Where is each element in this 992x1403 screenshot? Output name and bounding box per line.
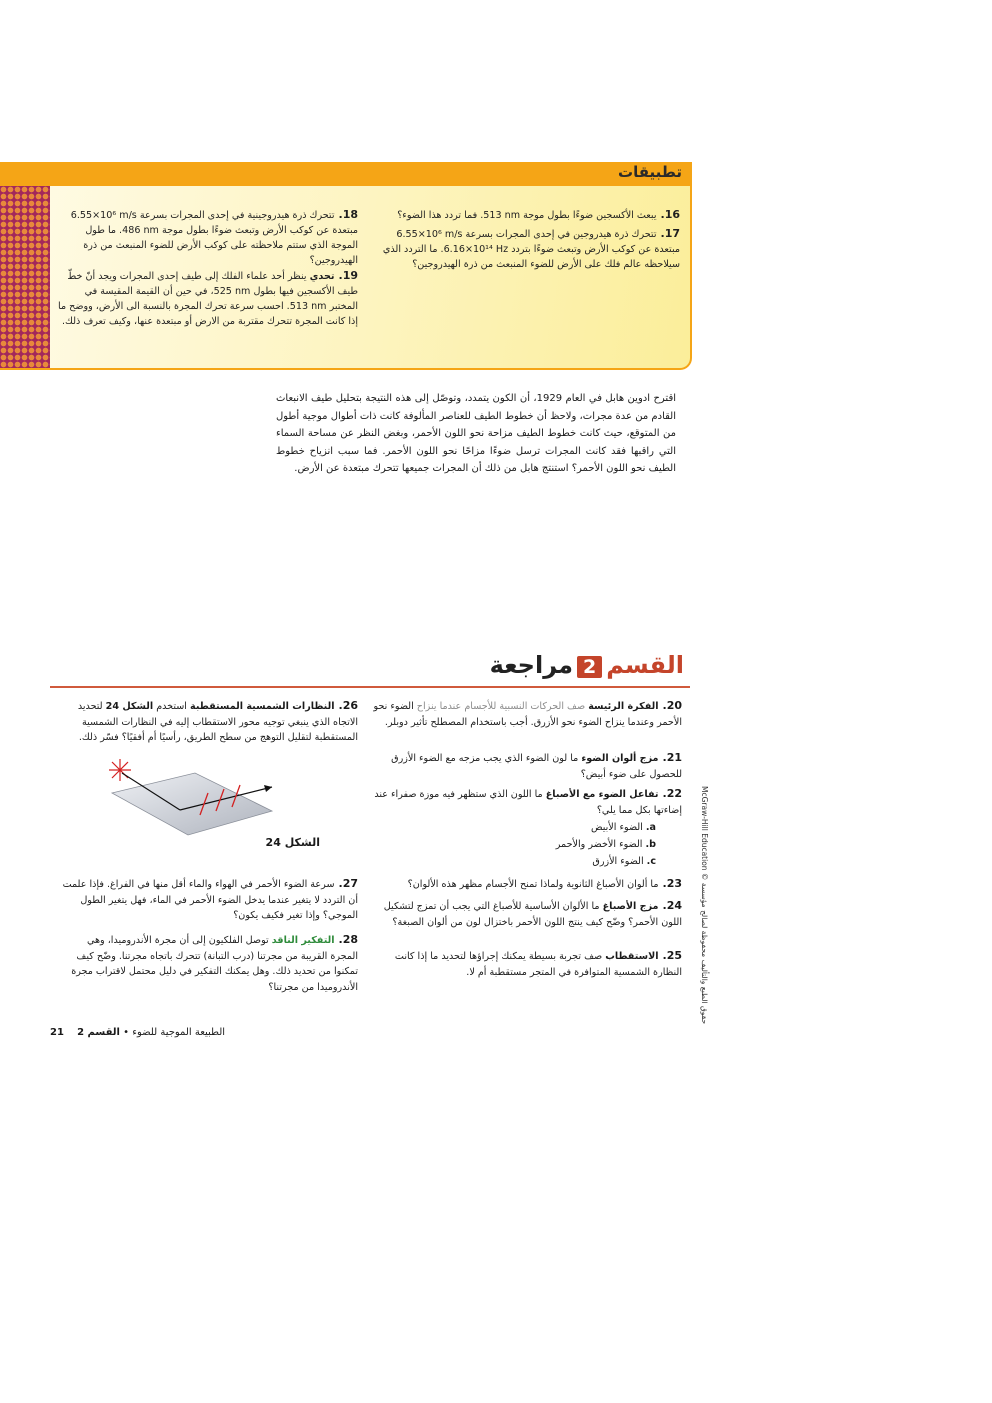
problem-text: ، في حين أن القيمة المقيسة في المختبر — [84, 286, 358, 312]
problem-number: 18. — [338, 208, 358, 221]
problem-text: مبتعدة عن كوكب الأرض وتبعث ضوءًا بتردد — [508, 244, 680, 255]
question-text: سرعة الضوء الأحمر في الهواء والماء أقل منها في الفراغ. فإذا علمت أن التردد لا يتغير عندما يدخل الضوء الأحمر في الماء، فهل يتغير الطول الموجي؟ وإذا تغير فكيف يكون؟ — [62, 879, 358, 921]
question-text: صف تجربة بسيطة يمكنك إجراؤها لتحديد ما إذا كانت النظارة الشمسية المتوافرة في المتجر مستقطبة أم لا. — [394, 951, 682, 978]
option-text: الضوء الأخضر والأحمر — [555, 839, 643, 850]
problem-text: . ما التردد الذي سيلاحظه عالم فلك على الأرض للضوء المنبعث من ذرة الهيدروجين؟ — [382, 244, 680, 270]
option-text: الضوء الأبيض — [590, 822, 643, 833]
problem-text: . فما تردد هذا الضوء؟ — [397, 210, 484, 221]
problem-19 — [58, 268, 358, 329]
question-number: 26. — [338, 699, 358, 712]
problem-value: 513 nm — [289, 301, 327, 312]
problem-value: 6.55×10⁶ m/s — [70, 210, 137, 221]
question-text: لتحديد الاتجاه الذي ينبغي توجيه محور الاستقطاب إليه في النظارات الشمسية المستقطبة لتقليل التوهج من سطح الطريق، رأسيًا أم أفقيًا؟ فسّر ذلك. — [77, 701, 358, 743]
q22-option-a — [450, 820, 656, 836]
review-q24 — [370, 898, 682, 930]
review-q22 — [370, 786, 682, 818]
question-text: توصل الفلكيون إلى أن مجرة الأندروميدا، وهي المجرة القريبة من مجرتنا (درب التبانة) تتحرك باتجاه مجرتنا. وضّح كيف تمكنوا من تحديد ذلك. وهل يمكنك التفكير في دليل محتمل لاقتراب مجرة الأندروميدا من مجرتنا؟ — [71, 935, 358, 993]
practice-title: تطبيقات — [618, 163, 682, 181]
paragraph-text: ، أن الكون يتمدد، وتوصّل إلى هذه النتيجة بتحليل طيف الانبعاث القادم من عدة مجرات، ولاحظ أن خطوط الطيف للعناصر المألوفة كانت ذات أطوال موجية أطول من المتوقع، حيث كانت خطوط الطيف مزاحة نحو اللون الأحمر، وبغض النظر عن مساحة السماء التي راقبها فقد كانت المجرات ترسل ضوءًا مزاحًا نحو اللون الأحمر. فما سبب انزياح خطوط الطيف نحو اللون الأحمر؟ استنتج هابل من ذلك أن المجرات جميعها تتحرك مبتعدة عن الأرض. — [276, 393, 676, 474]
problem-text: ينظر أحد علماء الفلك إلى طيف إحدى المجرات ويجد أنّ خطّ طيف الأكسجين فيها بطول — [67, 271, 358, 297]
problem-16 — [370, 207, 680, 223]
question-keyword: تفاعل الضوء مع الأصباغ — [545, 789, 659, 800]
copyright-notice: McGraw-Hill Education © حقوق الطبع والتأليف محفوظة لصالح مؤسسة — [700, 786, 709, 1025]
practice-header-bar — [0, 162, 690, 186]
ray-arrowhead-icon — [264, 785, 272, 792]
problem-text: . ما طول الموجة الذي ستتم ملاحظته على كوكب الأرض للضوء المنبعث من ذرة الهيدروجين؟ — [83, 225, 358, 266]
paragraph-year: 1929 — [536, 393, 563, 404]
question-text: الضوء نحو الأحمر وعندما ينزاح الضوء نحو الأزرق. أجب باستخدام المصطلح تأثير دوبلر. — [373, 701, 682, 728]
paragraph-text: اقترح ادوين هابل في العام — [562, 393, 676, 404]
question-keyword: التفكير الناقد — [271, 935, 335, 946]
review-title: مراجعة — [489, 651, 573, 679]
option-letter: a. — [645, 822, 656, 833]
question-text: صف الحركات النسبية للأجسام عندما ينزاح — [416, 701, 589, 712]
question-number: 24. — [662, 899, 682, 912]
problem-text: مبتعدة عن كوكب الأرض وتبعث ضوءًا بطول موجة — [158, 225, 358, 236]
option-text: الضوء الأزرق — [592, 856, 644, 867]
review-q26 — [58, 698, 358, 746]
problem-number: 16. — [660, 208, 680, 221]
question-number: 27. — [338, 877, 358, 890]
q22-option-b — [450, 837, 656, 853]
polarization-figure — [100, 755, 290, 840]
option-letter: c. — [646, 856, 656, 867]
question-keyword: النظارات الشمسية المستقطبة — [190, 701, 335, 712]
problem-value: 513 nm — [483, 210, 521, 221]
review-q20 — [370, 698, 682, 730]
question-keyword: الاستقطاب — [605, 951, 659, 962]
figure-caption: الشكل 24 — [265, 836, 320, 849]
question-number: 22. — [662, 787, 682, 800]
problem-17 — [370, 226, 680, 272]
question-number: 23. — [662, 877, 682, 890]
page-footer — [50, 1027, 225, 1038]
problem-value: 525 nm — [213, 286, 251, 297]
problem-text: . احسب سرعة تحرك المجرة بالنسبة الى الأرض، ووضح ما إذا كانت المجرة تتحرك مقتربة من الارض أو مبتعدة عنها، وكيف تعرف ذلك. — [58, 301, 358, 327]
section-number-badge: 2 — [577, 656, 602, 678]
q22-option-c — [450, 854, 656, 870]
review-q25 — [370, 948, 682, 980]
question-number: 20. — [662, 699, 682, 712]
problem-number: 17. — [660, 227, 680, 240]
question-text: ما لون الضوء الذي يجب مزجه مع الضوء الأزرق للحصول على ضوء أبيض؟ — [391, 753, 682, 780]
section-label: القسم — [606, 651, 684, 679]
review-q21 — [370, 750, 682, 782]
question-keyword: مزج الأصباغ — [602, 901, 659, 912]
question-text: استخدم — [153, 701, 191, 712]
question-number: 21. — [662, 751, 682, 764]
question-number: 28. — [338, 933, 358, 946]
question-number: 25. — [662, 949, 682, 962]
problem-text: تتحرك ذرة هيدروجينية في إحدى المجرات بسرعة — [136, 210, 335, 221]
question-keyword: الفكرة الرئيسة — [588, 701, 659, 712]
figure-reference: الشكل 24 — [105, 701, 154, 712]
sun-starburst-icon — [109, 759, 131, 781]
option-letter: b. — [645, 839, 656, 850]
review-heading — [490, 651, 684, 679]
problem-keyword: تحدي — [309, 271, 335, 282]
hubble-paragraph — [276, 390, 676, 478]
chapter-title: الطبيعة الموجية للضوء — [132, 1027, 226, 1038]
review-divider — [50, 686, 690, 688]
review-q27 — [58, 876, 358, 924]
footer-section: القسم 2 — [77, 1027, 120, 1038]
problem-value: 6.55×10⁶ m/s — [396, 229, 463, 240]
decorative-dot-strip — [0, 186, 50, 368]
question-text: ما الألوان الأساسية للأصباغ التي يجب أن تمزج لتشكيل اللون الأحمر؟ وضّح كيف ينتج اللون الأحمر باختزال لون من ألوان الصبغة؟ — [383, 901, 682, 928]
review-q28 — [58, 932, 358, 995]
footer-bullet: • — [123, 1027, 130, 1038]
problem-value: 486 nm — [122, 225, 159, 236]
question-text: ما ألوان الأصباغ الثانوية ولماذا تمنح الأجسام مظهر هذه الألوان؟ — [407, 879, 659, 890]
problem-18 — [58, 207, 358, 268]
problem-value: 6.16×10¹⁴ Hz — [443, 244, 509, 255]
page-number: 21 — [50, 1027, 64, 1038]
question-keyword: مزج ألوان الضوء — [581, 753, 659, 764]
review-q23 — [370, 876, 682, 893]
problem-text: يبعث الأكسجين ضوءًا بطول موجة — [520, 210, 657, 221]
problem-text: تتحرك ذرة هيدروجين في إحدى المجرات بسرعة — [462, 229, 657, 240]
problem-number: 19. — [338, 269, 358, 282]
question-text: ما اللون الذي ستظهر فيه موزة صفراء عند إضاءتها بكل مما يلي؟ — [374, 789, 682, 816]
